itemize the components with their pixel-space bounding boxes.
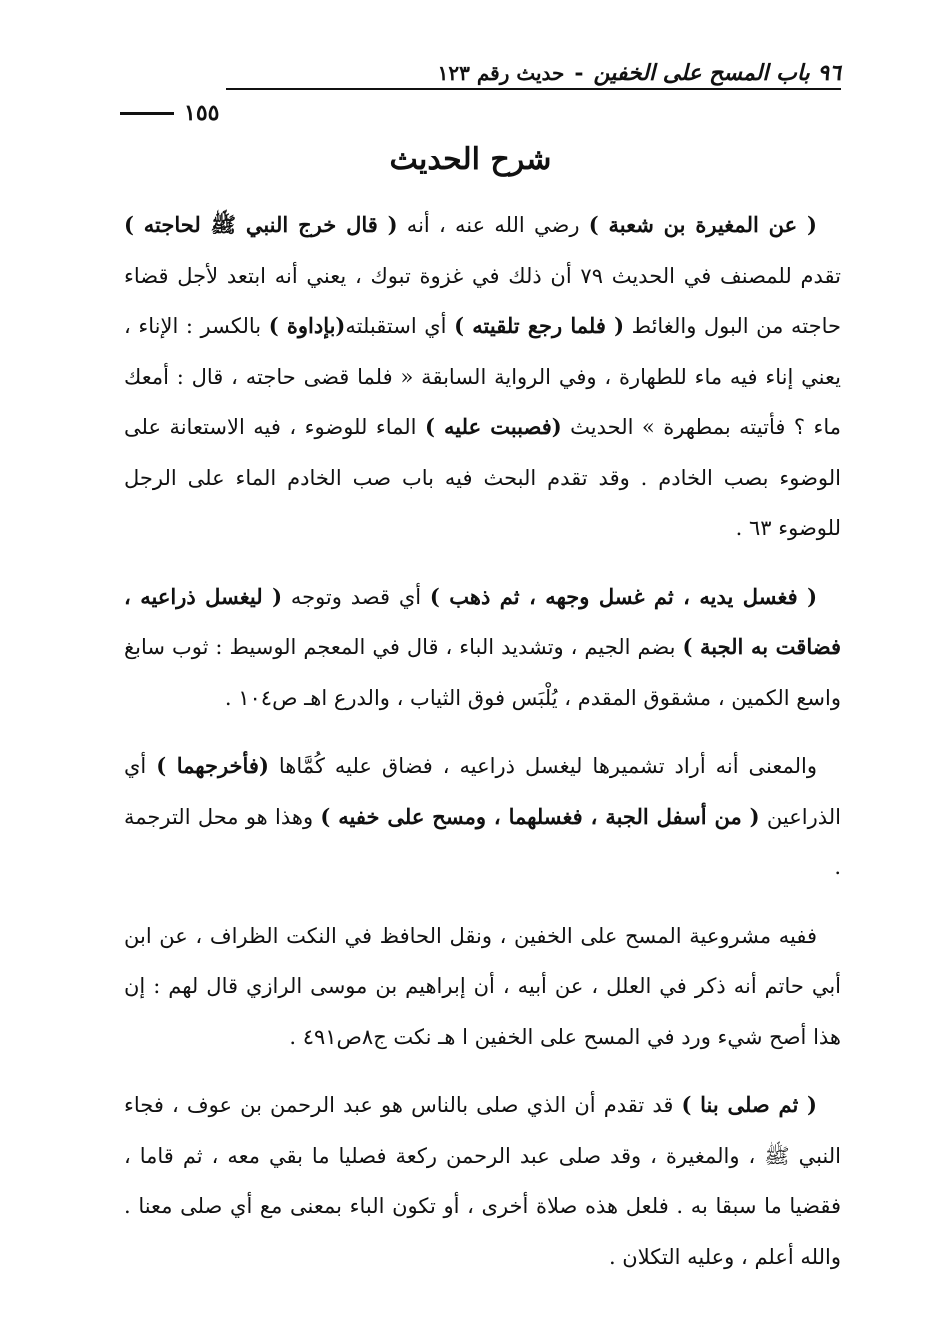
commentary-text: والمعنى أنه أراد تشميرها ليغسل ذراعيه ، فضاق عليه كُمَّاها — [268, 754, 818, 778]
quoted-hadith-text: ( ثم صلى بنا ) — [681, 1092, 817, 1117]
quoted-hadith-text: ( قال خرج النبي ﷺ لحاجته ) — [124, 212, 398, 237]
commentary-text: بالكسر : الإناء ، يعني إناء فيه ماء للطهارة ، وفي الرواية السابقة « فلما قضى حاجته ، قال : أمعك ماء ؟ فأتيته بمطهرة » الحديث — [124, 314, 841, 439]
commentary-text: قد تقدم أن الذي صلى بالناس هو عبد الرحمن بن عوف ، فجاء النبي ﷺ ، والمغيرة ، وقد صلى عبد الرحمن ركعة فصليا ما بقي معه ، ثم قاما ، فقضيا ما سبقا به . فلعل هذه صلاة أخرى ، أو تكون الباء بمعنى مع أي صلى معنا . والله أعلم ، وعليه التكلان . — [124, 1093, 841, 1269]
commentary-text: أي الذراعين — [124, 754, 841, 829]
commentary-text: بضم الجيم ، وتشديد الباء ، قال في المعجم الوسيط : ثوب سابغ واسع الكمين ، مشقوق المقدم ، يُلْبَس فوق الثياب ، والدرع اهـ ص١٠٤ . — [124, 635, 841, 710]
section-title: شرح الحديث — [389, 142, 552, 177]
paragraph-1 — [124, 200, 841, 554]
quoted-hadith-text: (فصببت عليه ) — [424, 414, 562, 439]
quoted-hadith-text: (فأخرجهما ) — [156, 753, 269, 778]
paragraph-5 — [124, 1080, 841, 1282]
commentary-text: أي استقبلته — [345, 314, 455, 338]
commentary-text: أي قصد وتوجه — [282, 584, 430, 609]
quoted-hadith-text: ( فلما رجع تلقيته ) — [454, 313, 625, 338]
page-number-dash — [120, 112, 174, 115]
paragraph-2 — [124, 572, 841, 724]
commentary-text: ففيه مشروعية المسح على الخفين ، ونقل الحافظ في النكت الظراف ، عن ابن أبي حاتم أنه ذكر في العلل ، عن أبيه ، أن إبراهيم بن موسى الرازي قال لهم : إن هذا أصح شيء ورد في المسح على الخفين ا هـ نكت ج٨ص٤٩١ . — [124, 923, 841, 1049]
header-separator: - — [574, 60, 584, 86]
commentary-body — [124, 200, 841, 1300]
commentary-text: تقدم للمصنف في الحديث ٧٩ أن ذلك في غزوة تبوك ، يعني أنه ابتعد لأجل قضاء حاجته من البول والغائط — [124, 263, 841, 338]
running-header — [120, 60, 841, 86]
commentary-text: وهذا هو محل الترجمة . — [124, 804, 841, 879]
commentary-text: الماء للوضوء ، فيه الاستعانة على الوضوء بصب الخادم . وقد تقدم البحث فيه باب صب الخادم الماء على الرجل للوضوء ٦٣ . — [124, 415, 841, 540]
header-rule — [226, 88, 841, 90]
chapter-title: ٩٦ باب المسح على الخفين — [593, 60, 841, 86]
quoted-hadith-text: ( عن المغيرة بن شعبة ) — [588, 212, 817, 237]
page-number: ١٥٥ — [184, 100, 220, 126]
paragraph-3 — [124, 741, 841, 893]
page-number-row — [120, 100, 219, 126]
quoted-hadith-text: ( من أسفل الجبة ، فغسلهما ، ومسح على خفيه ) — [320, 803, 760, 829]
hadith-number: حديث رقم ١٢٣ — [437, 61, 565, 85]
commentary-text: رضي الله عنه ، أنه — [397, 213, 589, 237]
quoted-hadith-text: ( فغسل يديه ، ثم غسل وجهه ، ثم ذهب ) — [429, 583, 818, 609]
quoted-hadith-text: ( ليغسل ذراعيه ، فضاقت به الجبة ) — [124, 583, 841, 659]
paragraph-4 — [124, 911, 841, 1063]
quoted-hadith-text: (بإداوة ) — [268, 313, 346, 338]
